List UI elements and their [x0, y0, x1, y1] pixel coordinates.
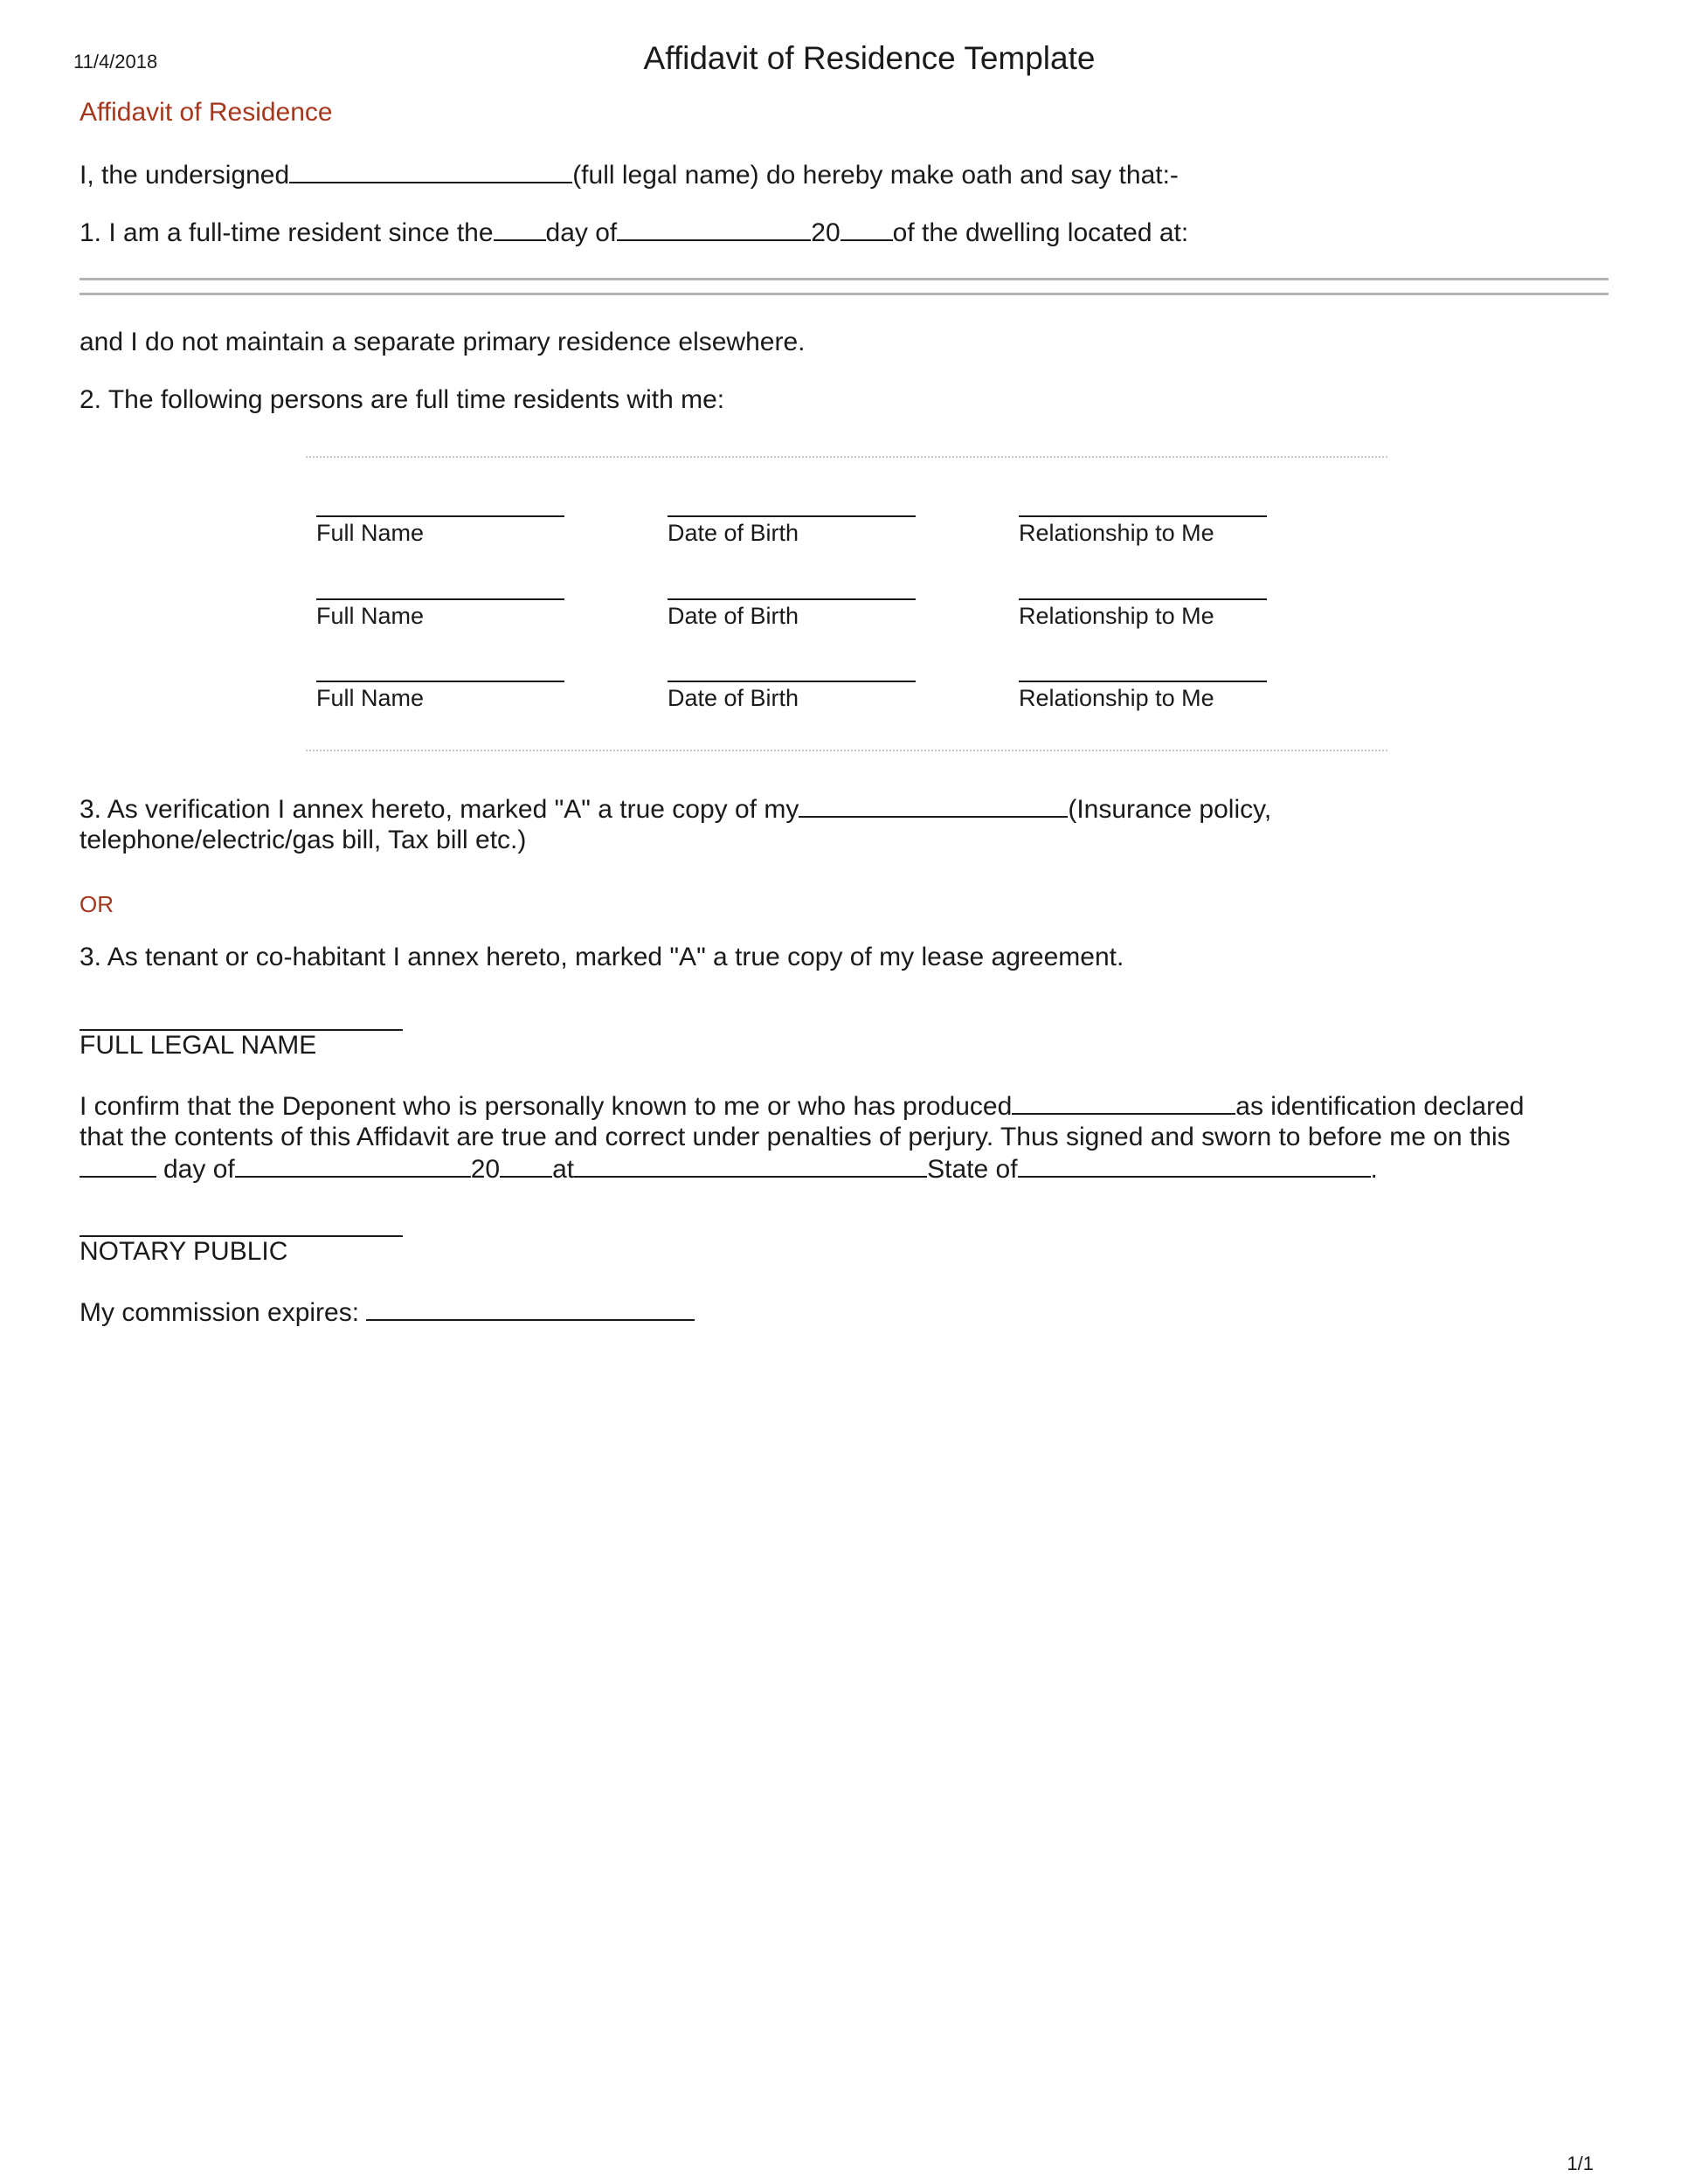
notary-statement-text: I confirm that the Deponent who is personally known to me or who has produced	[80, 1092, 1013, 1121]
notary-statement-line-2: that the contents of this Affidavit are true and correct under penalties of perjury. Thus signed and sworn to before me on this	[80, 1123, 1511, 1151]
sworn-state-blank[interactable]	[1018, 1153, 1371, 1178]
sworn-at-label: at	[552, 1155, 575, 1184]
sworn-year-blank[interactable]	[500, 1153, 552, 1178]
resident-1-name-label: Full Name	[316, 520, 425, 546]
resident-3-relationship-label: Relationship to Me	[1019, 685, 1214, 711]
month-blank[interactable]	[617, 217, 811, 241]
resident-3-name-label: Full Name	[316, 685, 425, 711]
sworn-location-blank[interactable]	[574, 1153, 927, 1178]
sworn-month-blank[interactable]	[235, 1153, 471, 1178]
resident-1-dob-label: Date of Birth	[668, 520, 799, 546]
day-blank[interactable]	[494, 217, 546, 241]
notary-statement-line-3	[80, 1153, 1378, 1185]
resident-2-name-label: Full Name	[316, 603, 425, 629]
item-1-paragraph	[80, 217, 1188, 249]
sworn-day-blank[interactable]	[80, 1153, 156, 1178]
resident-3-dob-label: Date of Birth	[668, 685, 799, 711]
item-1-day-of: day of	[545, 218, 618, 247]
intro-text-after: (full legal name) do hereby make oath and say that:-	[572, 161, 1179, 190]
resident-3-dob-line[interactable]	[668, 681, 916, 682]
residents-top-divider	[306, 456, 1387, 458]
resident-3-name-line[interactable]	[316, 681, 564, 682]
item-1-text: 1. I am a full-time resident since the	[80, 218, 494, 247]
verification-document-blank[interactable]	[799, 793, 1068, 818]
resident-2-relationship-label: Relationship to Me	[1019, 603, 1214, 629]
item-2-paragraph: 2. The following persons are full time residents with me:	[80, 385, 725, 414]
resident-3-relationship-line[interactable]	[1019, 681, 1267, 682]
residents-bottom-divider	[306, 750, 1387, 751]
address-line-2[interactable]	[80, 293, 1608, 295]
notary-statement-id-text: as identification declared	[1235, 1092, 1525, 1121]
item-3a-paragraph	[80, 793, 1271, 826]
item-3a-examples: (Insurance policy,	[1068, 795, 1272, 824]
item-3b-paragraph: 3. As tenant or co-habitant I annex hereto, marked "A" a true copy of my lease agreement.	[80, 943, 1124, 971]
resident-1-relationship-line[interactable]	[1019, 515, 1267, 517]
item-3a-line-2: telephone/electric/gas bill, Tax bill etc.)	[80, 826, 527, 854]
page-title: Affidavit of Residence Template	[643, 40, 1096, 76]
full-legal-name-blank[interactable]	[289, 159, 572, 183]
sworn-state-label: State of	[927, 1155, 1018, 1184]
item-1-century: 20	[811, 218, 841, 247]
year-blank[interactable]	[841, 217, 893, 241]
resident-2-name-line[interactable]	[316, 598, 564, 600]
page-number: 1/1	[1567, 2153, 1594, 2174]
identification-blank[interactable]	[1012, 1090, 1235, 1115]
item-1-dwelling-text: of the dwelling located at:	[892, 218, 1189, 247]
item-1-continuation: and I do not maintain a separate primary residence elsewhere.	[80, 328, 806, 356]
commission-expires-blank[interactable]	[366, 1296, 695, 1321]
resident-2-dob-label: Date of Birth	[668, 603, 799, 629]
item-3a-text: 3. As verification I annex hereto, marked "A" a true copy of my	[80, 795, 799, 824]
full-legal-name-label: FULL LEGAL NAME	[80, 1031, 317, 1060]
sworn-period: .	[1370, 1155, 1378, 1184]
resident-1-name-line[interactable]	[316, 515, 564, 517]
sworn-day-label: day of	[163, 1155, 235, 1184]
document-heading: Affidavit of Residence	[80, 98, 333, 127]
or-separator: OR	[80, 891, 114, 917]
print-date: 11/4/2018	[73, 51, 158, 73]
resident-1-relationship-label: Relationship to Me	[1019, 520, 1214, 546]
notary-public-label: NOTARY PUBLIC	[80, 1237, 288, 1266]
resident-1-dob-line[interactable]	[668, 515, 916, 517]
sworn-century: 20	[470, 1155, 501, 1184]
resident-2-dob-line[interactable]	[668, 598, 916, 600]
commission-expires-label: My commission expires:	[80, 1298, 367, 1327]
resident-2-relationship-line[interactable]	[1019, 598, 1267, 600]
intro-paragraph	[80, 159, 1179, 191]
address-line-1[interactable]	[80, 278, 1608, 280]
intro-text-before: I, the undersigned	[80, 161, 290, 190]
commission-expires	[80, 1296, 695, 1329]
notary-statement-line-1	[80, 1090, 1524, 1123]
